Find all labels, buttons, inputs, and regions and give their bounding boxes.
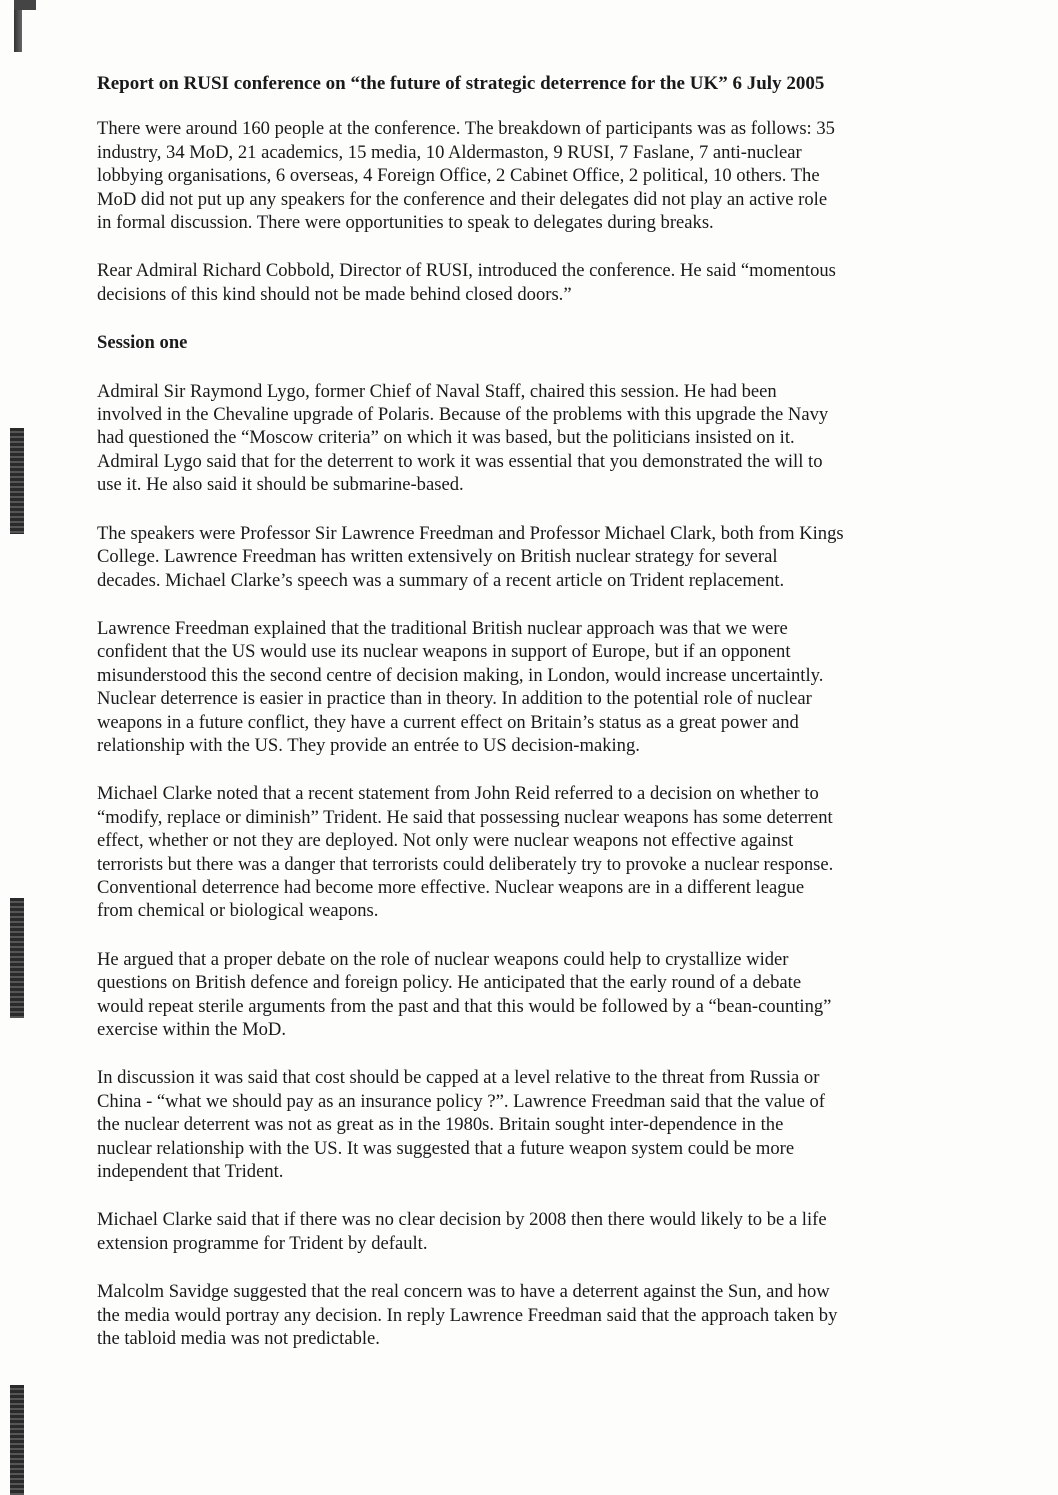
text-line: Conventional deterrence had become more effective. Nuclear weapons are in a different league [97,876,805,898]
text-line: The speakers were Professor Sir Lawrence Freedman and Professor Michael Clark, both from Kings [97,522,844,544]
text-line: There were around 160 people at the conference. The breakdown of participants was as follows: 35 [97,118,835,140]
text-line: use it. He also said it should be submarine-based. [97,474,464,496]
text-line: effect, whether or not they are deployed. Not only were nuclear weapons not effective against [97,830,794,852]
text-line: industry, 34 MoD, 21 academics, 15 media, 10 Aldermaston, 9 RUSI, 7 Faslane, 7 anti-nuclear [97,141,802,163]
text-line: involved in the Chevaline upgrade of Polaris. Because of the problems with this upgrade the Navy [97,404,829,426]
text-line: Admiral Lygo said that for the deterrent to work it was essential that you demonstrated the will to [97,450,823,472]
text-line: Michael Clarke noted that a recent statement from John Reid referred to a decision on whether to [97,783,819,805]
paragraph-speakers [97,522,977,592]
text-line: China - “what we should pay as an insurance policy ?”. Lawrence Freedman said that the value of [97,1090,825,1112]
text-line: exercise within the MoD. [97,1019,286,1040]
text-line: terrorists but there was a danger that terrorists could deliberately try to provoke a nuclear response. [97,853,834,875]
text-line: confident that the US would use its nuclear weapons in support of Europe, but if an opponent [97,641,791,663]
paragraph-chair [97,380,977,497]
text-line: lobbying organisations, 6 overseas, 4 Foreign Office, 2 Cabinet Office, 2 political, 10 others. The [97,165,820,187]
text-line: College. Lawrence Freedman has written extensively on British nuclear strategy for several [97,546,778,568]
text-line: had questioned the “Moscow criteria” on which it was based, but the politicians insisted on it. [97,427,795,449]
text-line: from chemical or biological weapons. [97,900,379,922]
text-line: the nuclear deterrent was not as great as in the 1980s. Britain sought inter-dependence in the [97,1114,784,1136]
scan-edge-mark [14,0,36,10]
text-line: Malcolm Savidge suggested that the real concern was to have a deterrent against the Sun, and how [97,1281,830,1303]
paragraph-extension [97,1208,977,1255]
text-line: the media would portray any decision. In reply Lawrence Freedman said that the approach taken by [97,1304,838,1326]
scan-edge-mark [10,898,24,1018]
text-line: Lawrence Freedman explained that the traditional British nuclear approach was that we were [97,617,788,639]
text-line: He argued that a proper debate on the role of nuclear weapons could help to crystallize wider [97,948,789,970]
text-line: misunderstood this the second centre of decision making, in London, would increase uncertaintly. [97,664,824,686]
paragraph-savidge [97,1280,977,1350]
text-line: weapons in a future conflict, they have a current effect on Britain’s status as a great power and [97,711,799,733]
paragraph-freedman [97,617,977,757]
text-line: “modify, replace or diminish” Trident. He said that possessing nuclear weapons has some deterrent [97,806,833,828]
document-title: Report on RUSI conference on “the future of strategic deterrence for the UK” 6 July 2005 [97,73,825,94]
text-line: questions on British defence and foreign policy. He anticipated that the early round of a debate [97,972,802,994]
text-line: Admiral Sir Raymond Lygo, former Chief of Naval Staff, chaired this session. He had been [97,380,777,402]
document-body [97,72,977,1375]
session-heading: Session one [97,332,188,354]
text-line: Michael Clarke said that if there was no clear decision by 2008 then there would likely to be a life [97,1209,827,1231]
text-line: MoD did not put up any speakers for the conference and their delegates did not play an active role [97,188,828,210]
text-line: nuclear relationship with the US. It was suggested that a future weapon system could be more [97,1137,795,1159]
paragraph-debate [97,948,977,1042]
text-line: In discussion it was said that cost should be capped at a level relative to the threat from Russia or [97,1067,820,1089]
text-line: decades. Michael Clarke’s speech was a summary of a recent article on Trident replacement. [97,569,785,591]
text-line: decisions of this kind should not be made behind closed doors.” [97,283,572,305]
paragraph-intro [97,117,977,234]
text-line: Rear Admiral Richard Cobbold, Director of RUSI, introduced the conference. He said “momentous [97,260,836,282]
paragraph-clarke [97,782,977,922]
text-line: independent that Trident. [97,1161,284,1183]
text-line: the tabloid media was not predictable. [97,1328,380,1350]
scan-edge-mark [10,428,24,534]
text-line: Nuclear deterrence is easier in practice than in theory. In addition to the potential role of nuclear [97,688,812,710]
scan-edge-mark [10,1385,24,1495]
text-line: in formal discussion. There were opportunities to speak to delegates during breaks. [97,212,714,234]
paragraph-opening [97,259,977,306]
text-line: would repeat sterile arguments from the past and that this would be followed by a “bean-counting” [97,995,832,1017]
text-line: relationship with the US. They provide an entrée to US decision-making. [97,734,640,756]
paragraph-discussion [97,1066,977,1183]
text-line: extension programme for Trident by default. [97,1232,428,1254]
